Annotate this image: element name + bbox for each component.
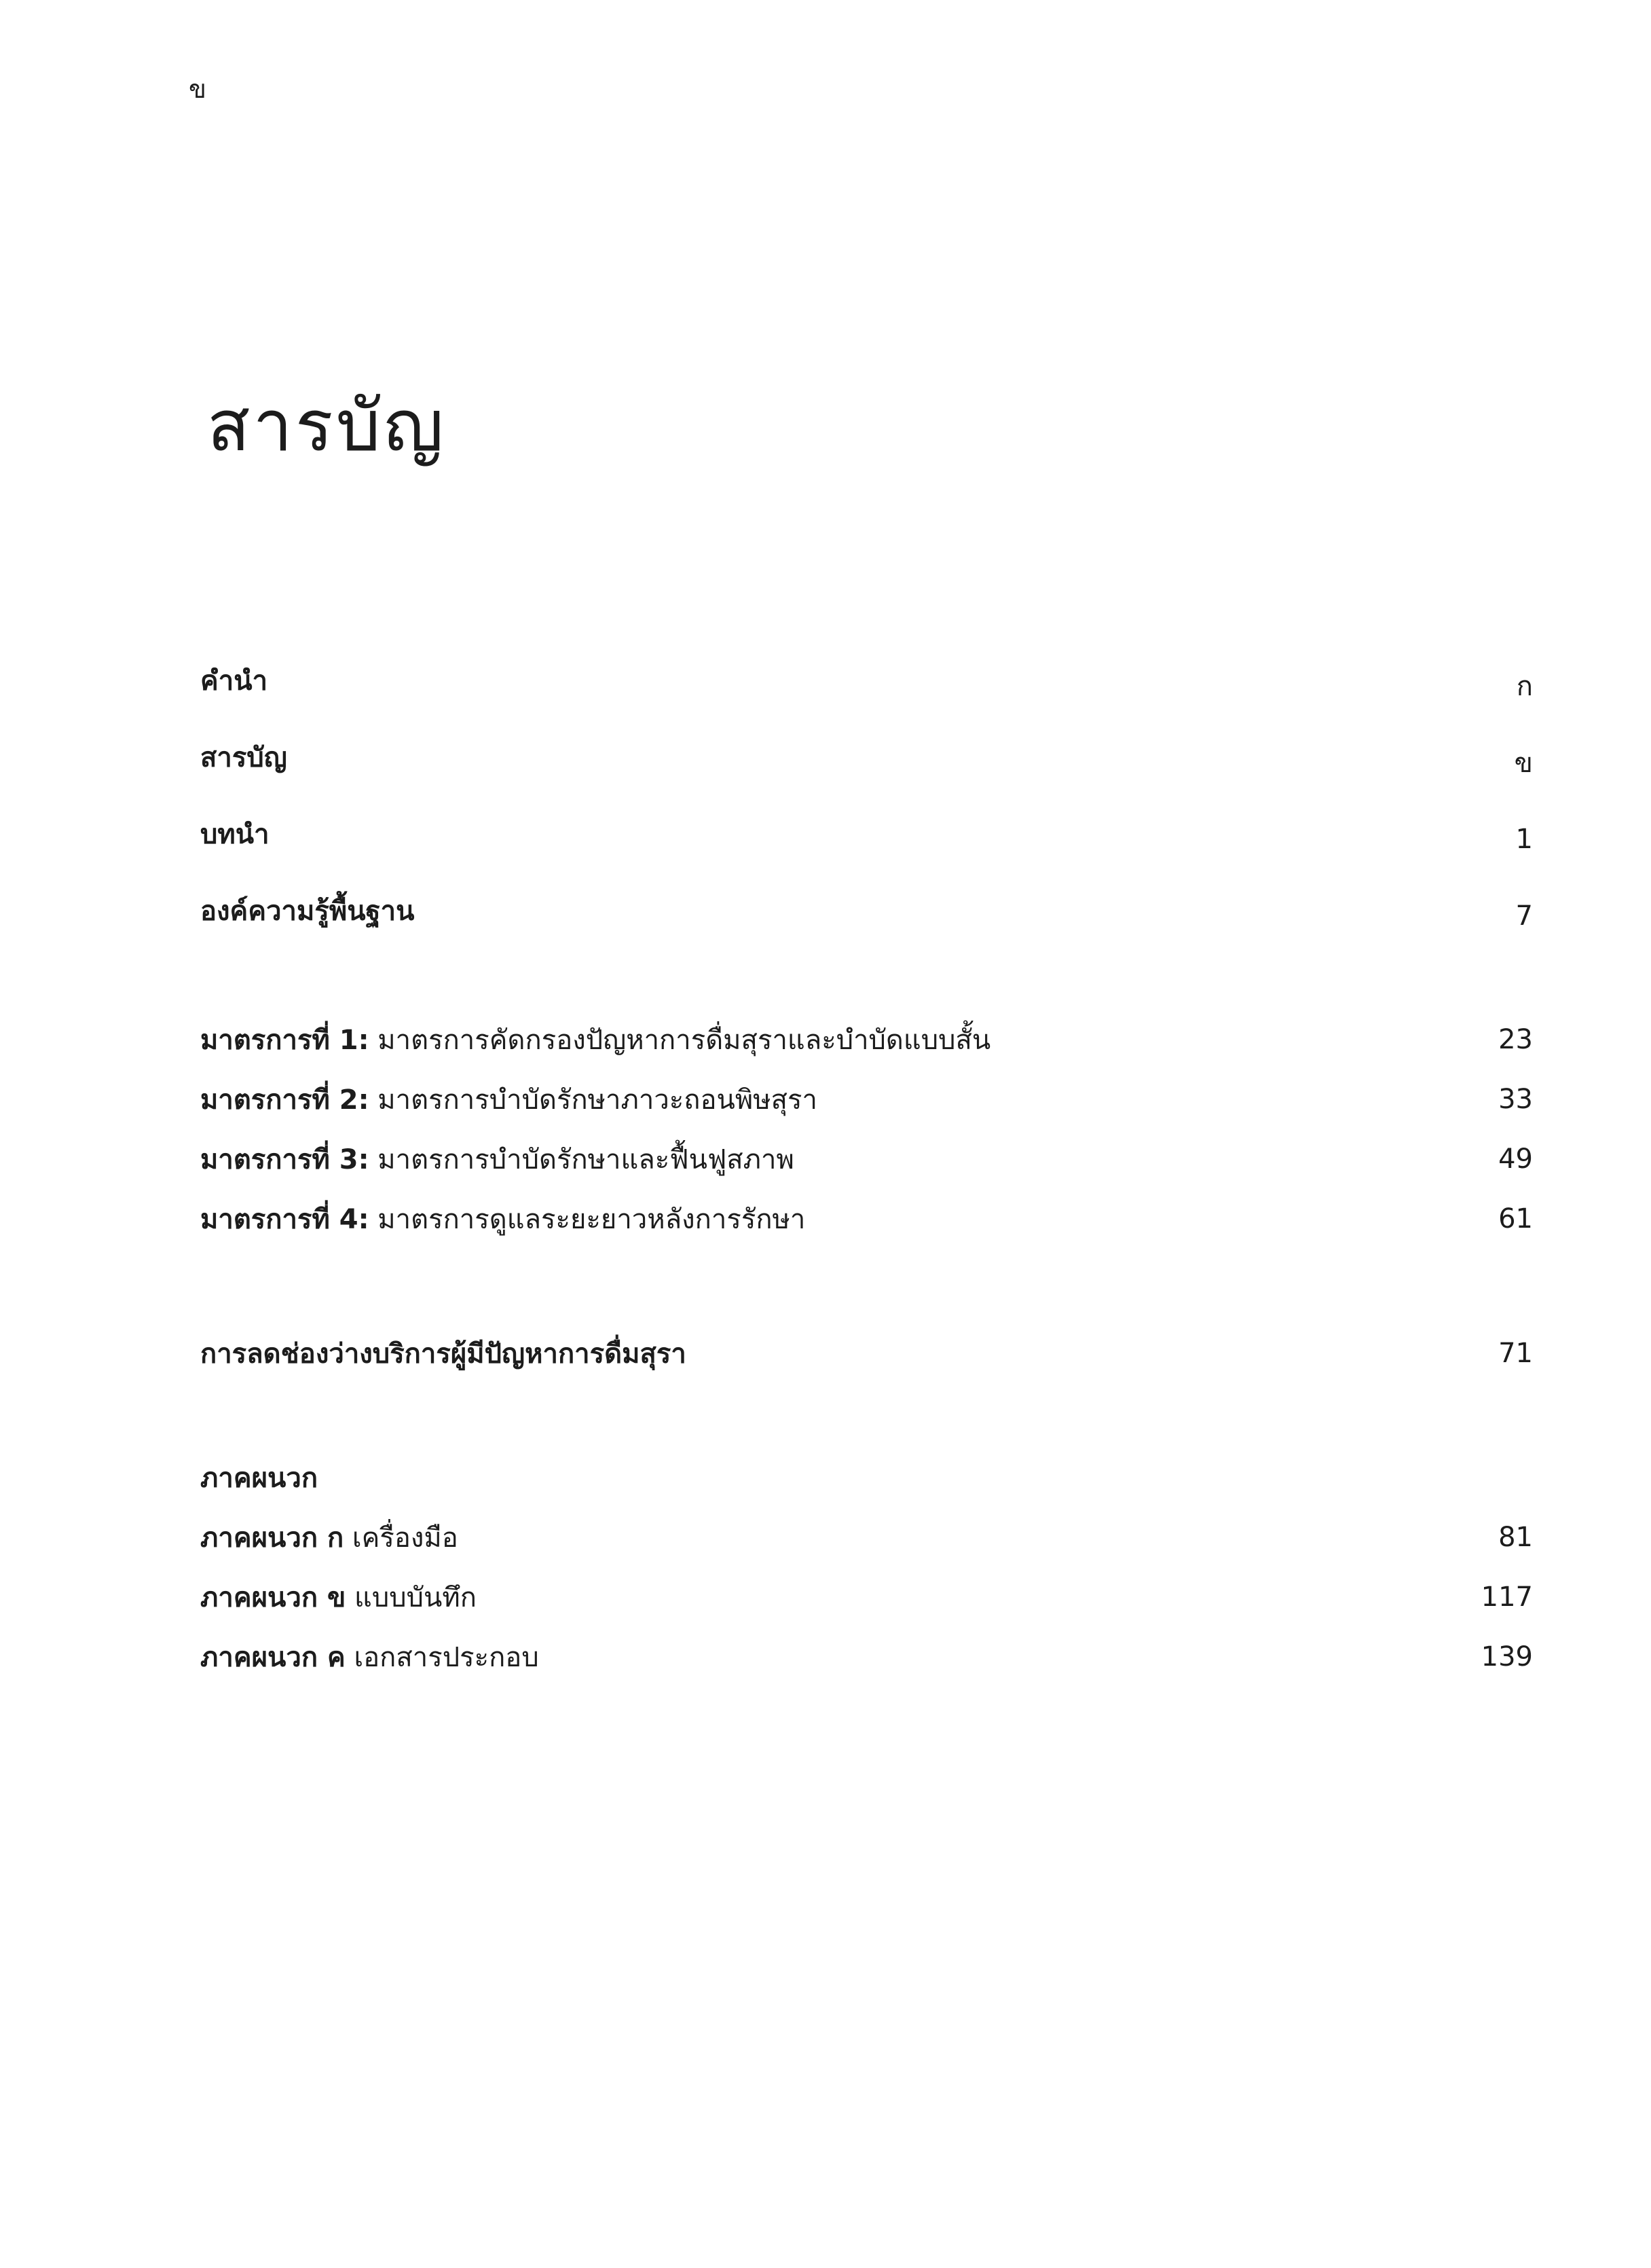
toc-entry-title: องค์ความรู้พื้นฐาน <box>200 895 415 927</box>
toc-appendix <box>200 1448 1534 1687</box>
toc-entry-text <box>200 1575 477 1619</box>
toc-entry-appendix-a[interactable] <box>200 1507 1534 1567</box>
toc-entry-page: 33 <box>1498 1084 1533 1115</box>
toc-entry-title: การลดช่องว่างบริการผู้มีปัญหาการดื่มสุรา <box>200 1338 686 1370</box>
toc-entry-title: บทนำ <box>200 818 270 850</box>
toc-entry-appendix-c[interactable] <box>200 1627 1534 1687</box>
toc-entry-page: 49 <box>1498 1144 1533 1175</box>
appendix-title: แบบบันทึก <box>354 1582 477 1613</box>
toc-entry-page: ก <box>1516 670 1533 702</box>
toc-entry-page: 81 <box>1498 1522 1533 1553</box>
toc-entry-contents[interactable] <box>200 718 1534 795</box>
toc-entry-appendix-b[interactable] <box>200 1567 1534 1627</box>
toc-entry-page: 139 <box>1481 1641 1533 1672</box>
toc-entry-text <box>200 1635 539 1679</box>
toc-entry-title: คำนำ <box>200 665 268 697</box>
toc-entry-page: 23 <box>1498 1024 1533 1055</box>
toc-entry-measure-2[interactable] <box>200 1069 1534 1129</box>
appendix-title: เอกสารประกอบ <box>354 1642 539 1673</box>
toc-entry-text <box>200 1197 805 1241</box>
toc-entry-basic-knowledge[interactable] <box>200 872 1534 949</box>
measure-label: มาตรการที่ 3: <box>200 1144 369 1175</box>
toc-entry-text <box>200 1137 794 1181</box>
toc-entry-service-gap[interactable] <box>200 1323 1534 1383</box>
measure-title: มาตรการบำบัดรักษาภาวะถอนพิษสุรา <box>377 1084 817 1116</box>
table-of-contents <box>200 642 1534 1687</box>
toc-front-matter <box>200 642 1534 949</box>
toc-entry-page: 71 <box>1498 1338 1533 1369</box>
measure-title: มาตรการคัดกรองปัญหาการดื่มสุราและบำบัดแบบสั้น <box>377 1025 991 1056</box>
measure-label: มาตรการที่ 2: <box>200 1084 369 1116</box>
appendix-label: ภาคผนวก ก <box>200 1522 344 1554</box>
page-title: สารบัญ <box>207 384 447 467</box>
toc-entry-preface[interactable] <box>200 642 1534 718</box>
toc-entry-page: 61 <box>1498 1203 1533 1234</box>
toc-entry-page: ข <box>1514 747 1533 779</box>
appendix-label: ภาคผนวก ค <box>200 1642 346 1673</box>
appendix-heading: ภาคผนวก <box>200 1463 318 1494</box>
toc-entry-introduction[interactable] <box>200 795 1534 872</box>
toc-entry-text <box>200 1078 817 1121</box>
measure-label: มาตรการที่ 4: <box>200 1204 369 1235</box>
toc-entry-text <box>200 1516 458 1559</box>
toc-appendix-heading <box>200 1448 1534 1507</box>
toc-entry-text <box>200 1018 990 1061</box>
page-number: ข <box>189 74 206 104</box>
toc-entry-title: สารบัญ <box>200 742 287 773</box>
toc-entry-page: 7 <box>1515 900 1533 932</box>
toc-service-gap <box>200 1323 1534 1383</box>
toc-entry-measure-1[interactable] <box>200 1010 1534 1069</box>
appendix-title: เครื่องมือ <box>352 1522 458 1554</box>
toc-entry-measure-4[interactable] <box>200 1189 1534 1249</box>
measure-title: มาตรการบำบัดรักษาและฟื้นฟูสภาพ <box>377 1144 794 1175</box>
toc-measures <box>200 1010 1534 1249</box>
measure-title: มาตรการดูแลระยะยาวหลังการรักษา <box>377 1204 806 1235</box>
toc-entry-measure-3[interactable] <box>200 1129 1534 1189</box>
toc-entry-page: 1 <box>1515 823 1533 855</box>
appendix-label: ภาคผนวก ข <box>200 1582 346 1613</box>
toc-entry-page: 117 <box>1481 1581 1533 1613</box>
measure-label: มาตรการที่ 1: <box>200 1025 369 1056</box>
